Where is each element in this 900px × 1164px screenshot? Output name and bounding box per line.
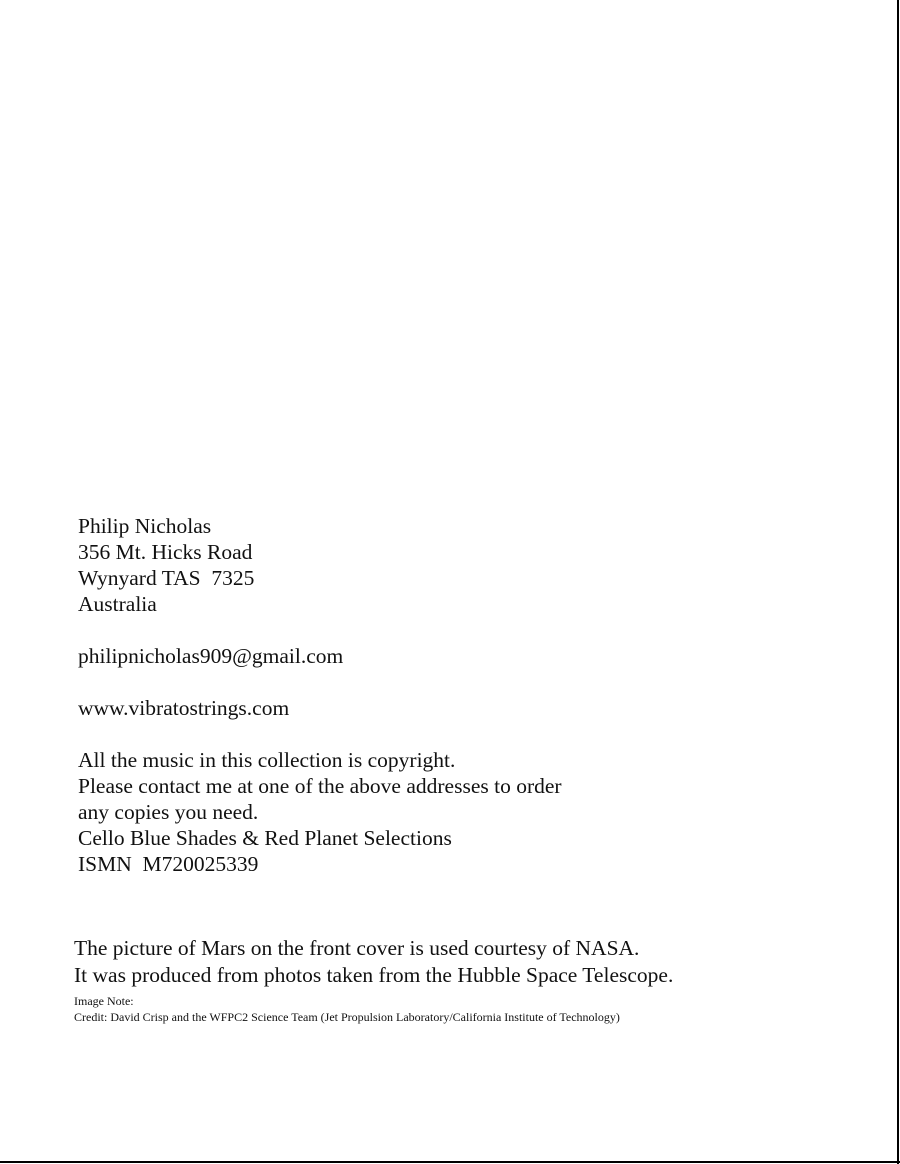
credit-line-1: The picture of Mars on the front cover is used courtesy of NASA. xyxy=(74,936,640,960)
spacer xyxy=(78,721,562,747)
spacer xyxy=(78,669,562,695)
collection-title: Cello Blue Shades & Red Planet Selections xyxy=(78,826,452,850)
copyright-line-3: any copies you need. xyxy=(78,800,259,824)
ismn-number: ISMN M720025339 xyxy=(78,852,259,876)
spacer xyxy=(78,617,562,643)
contact-block xyxy=(78,513,562,877)
contact-city: Wynyard TAS 7325 xyxy=(78,566,255,590)
credit-line-2: It was produced from photos taken from the Hubble Space Telescope. xyxy=(74,963,674,987)
image-credit-block xyxy=(74,935,673,1025)
contact-street: 356 Mt. Hicks Road xyxy=(78,540,253,564)
image-credit-text: Credit: David Crisp and the WFPC2 Science Team (Jet Propulsion Laboratory/California Institute of Technology) xyxy=(74,1010,620,1024)
contact-email: philipnicholas909@gmail.com xyxy=(78,644,344,668)
copyright-line-1: All the music in this collection is copyright. xyxy=(78,748,456,772)
page-edge-bottom xyxy=(0,1161,900,1163)
contact-website: www.vibratostrings.com xyxy=(78,696,290,720)
contact-country: Australia xyxy=(78,592,157,616)
copyright-line-2: Please contact me at one of the above addresses to order xyxy=(78,774,562,798)
page-edge-right xyxy=(897,0,899,1164)
contact-name: Philip Nicholas xyxy=(78,514,212,538)
image-note-label: Image Note: xyxy=(74,994,134,1008)
